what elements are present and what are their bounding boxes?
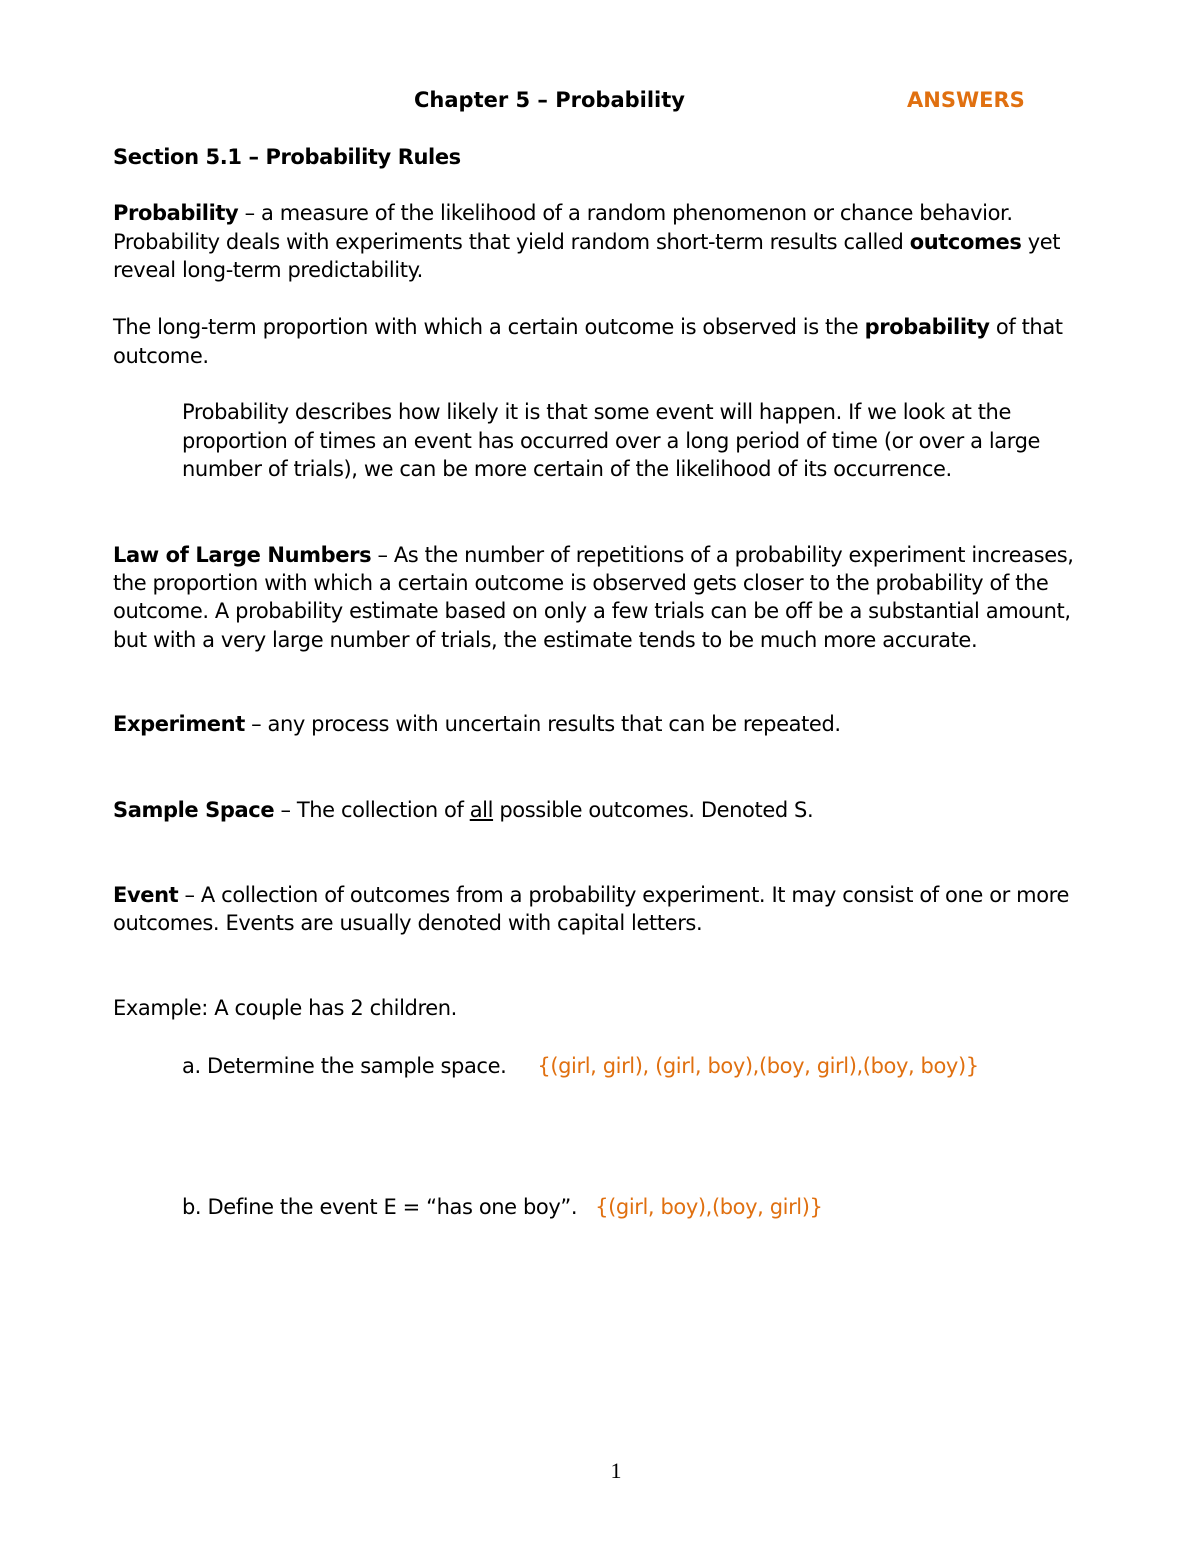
example-a-answer: {(girl, girl), (girl, boy),(boy, girl),(boy, boy)} <box>537 1054 979 1078</box>
example-b <box>182 1193 823 1221</box>
example-b-answer: {(girl, boy),(boy, girl)} <box>595 1195 823 1219</box>
probability-def-text: yet <box>1021 230 1061 254</box>
law-line3: outcome. A probability estimate based on only a few trials can be off be a substantial amount, <box>113 599 1071 623</box>
section-heading: Section 5.1 – Probability Rules <box>113 145 461 169</box>
note-line3: number of trials), we can be more certain of the likelihood of its occurrence. <box>182 457 952 481</box>
example-b-question: b. Define the event E = “has one boy”. <box>182 1195 578 1219</box>
long-term-text: The long-term proportion with which a certain outcome is observed is the <box>113 315 865 339</box>
event-term: Event <box>113 883 179 907</box>
example-a-question: a. Determine the sample space. <box>182 1054 507 1078</box>
sample-space-line <box>113 796 813 824</box>
probability-def-line3: reveal long-term predictability. <box>113 258 423 282</box>
probability-def-line1 <box>113 199 1013 227</box>
probability-def-text: Probability deals with experiments that yield random short-term results called <box>113 230 910 254</box>
law-line4: but with a very large number of trials, the estimate tends to be much more accurate. <box>113 628 978 652</box>
example-a <box>182 1052 979 1080</box>
long-term-line1 <box>113 313 1063 341</box>
outcomes-term: outcomes <box>909 230 1022 254</box>
event-text: – A collection of outcomes from a probability experiment. It may consist of one or more <box>178 883 1069 907</box>
example-intro: Example: A couple has 2 children. <box>113 996 457 1020</box>
probability-term-inline: probability <box>864 315 990 339</box>
sample-space-text: – The collection of <box>274 798 470 822</box>
probability-def-line2 <box>113 228 1060 256</box>
probability-def-text: – a measure of the likelihood of a random phenomenon or chance behavior. <box>238 201 1013 225</box>
note-line2: proportion of times an event has occurred over a long period of time (or over a large <box>182 429 1041 453</box>
chapter-title: Chapter 5 – Probability <box>414 88 685 112</box>
experiment-term: Experiment <box>113 712 245 736</box>
answers-label: ANSWERS <box>907 88 1025 112</box>
page-number: 1 <box>610 1458 622 1483</box>
event-line1 <box>113 881 1069 909</box>
probability-term: Probability <box>113 201 239 225</box>
law-line2: the proportion with which a certain outcome is observed gets closer to the probability of the <box>113 571 1049 595</box>
sample-space-underlined: all <box>469 798 494 822</box>
sample-space-term: Sample Space <box>113 798 275 822</box>
event-line2: outcomes. Events are usually denoted with capital letters. <box>113 911 703 935</box>
experiment-text: – any process with uncertain results that can be repeated. <box>244 712 841 736</box>
law-term: Law of Large Numbers <box>113 543 372 567</box>
experiment-line <box>113 710 841 738</box>
long-term-text: of that <box>989 315 1063 339</box>
law-text: – As the number of repetitions of a probability experiment increases, <box>371 543 1074 567</box>
sample-space-text: possible outcomes. Denoted S. <box>493 798 814 822</box>
note-line1: Probability describes how likely it is that some event will happen. If we look at the <box>182 400 1011 424</box>
law-line1 <box>113 541 1074 569</box>
long-term-line2: outcome. <box>113 344 209 368</box>
